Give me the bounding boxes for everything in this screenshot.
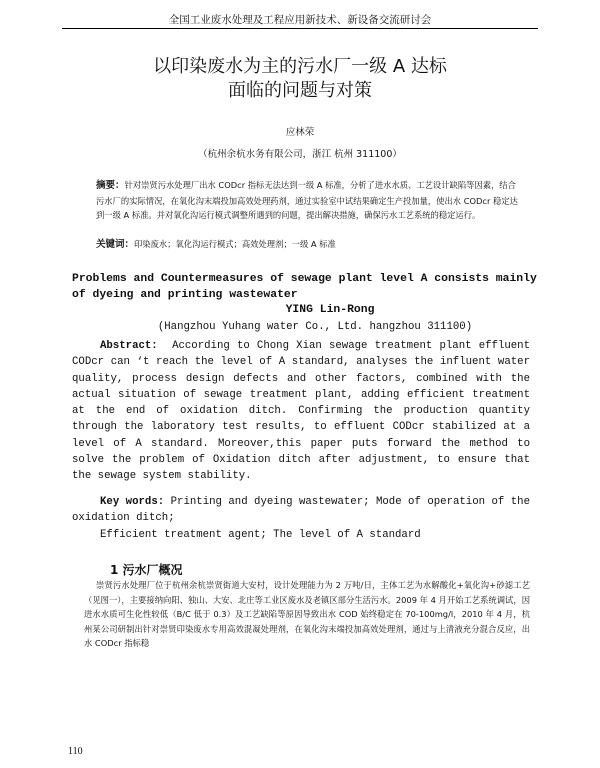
section-body-text: 崇贤污水处理厂位于杭州余杭崇贤街道大安村，设计处理能力为 2 万吨/日，主体工艺为水解酸化+氧化沟+砂滤工艺（见图一），主要接纳向阳、独山、大安、北庄等工业区废水及老镇区部分生活污水。2009 年 4 月开始工艺系统调试，因进水水质可生化性较低（B/C 低于 0.3）及工艺缺陷等原因导致出水 COD 始终稳定在 70-100mg/l，2010 年 4 月，杭州某公司研制出针对崇贤印染废水专用高效混凝处理剂，在氧化沟末端投加高效处理剂，通过与上清液充分混合反应，出水 CODcr 指标稳: [84, 580, 530, 648]
section-heading: 1 污水厂概况: [110, 563, 183, 577]
abstract-en-text: According to Chong Xian sewage treatment plant effluent CODcr can ‘t reach the level of A standard, analyses the influent water quality, process design defects and other factors, combined with the actual situation of sewage treatment plant, adding efficient treatment at the end of oxidation ditch. Confirming the production quantity through the laboratory test results, to effluent CODcr stabilized at a level of A standard. Moreover,this paper puts forward the method to solve the problem of Oxidation ditch after adjustment, to ensure that the sewage system stability.: [72, 340, 531, 483]
abstract-cn-text: 针对崇贤污水处理厂出水 CODcr 指标无法达到一级 A 标准，分析了进水水质、工艺设计缺陷等因素，结合污水厂的实际情况，在氧化沟末端投加高效处理药剂，通过实验室中试结果确定生产投加量，使出水 CODcr 稳定达到一级 A 标准。并对氧化沟运行模式调整所遇到的问题，提出解决措施，确保污水工艺系统的稳定运行。: [96, 180, 518, 220]
abstract-en: [72, 338, 530, 485]
keywords-en-label: Key words:: [100, 496, 165, 508]
paper-title-cn-line1: 以印染废水为主的污水厂一级 A 达标: [153, 56, 447, 77]
author-cn: 应林荣: [285, 127, 315, 138]
running-header: 全国工业废水处理及工程应用新技术、新设备交流研讨会: [168, 14, 432, 26]
header-divider: [62, 28, 538, 29]
keywords-en: [72, 494, 530, 527]
keywords-cn-text: 印染废水；氧化沟运行模式；高效处理剂；一级 A 标准: [134, 239, 336, 249]
page-number: 110: [68, 746, 83, 757]
paper-title-en: Problems and Countermeasures of sewage plant level A consists mainly of dyeing and printing wastewater: [72, 273, 537, 301]
abstract-cn-label: 摘要：: [96, 180, 125, 191]
affiliation-en: (Hangzhou Yuhang water Co., Ltd. hangzhou 311100): [157, 321, 473, 333]
author-en: YING Lin-Rong: [285, 304, 375, 316]
abstract-cn: [96, 178, 520, 223]
paper-title-cn-line2: 面临的问题与对策: [228, 80, 372, 101]
keywords-en-continuation: Efficient treatment agent; The level of A standard: [100, 529, 421, 541]
keywords-cn: [96, 237, 520, 253]
keywords-cn-label: 关键词：: [96, 239, 135, 250]
keywords-en-text: Printing and dyeing wastewater; Mode of operation of the oxidation ditch;: [72, 496, 530, 525]
abstract-en-label: Abstract:: [100, 340, 158, 352]
affiliation-cn: （杭州余杭水务有限公司，浙江 杭州 311100）: [198, 149, 402, 160]
